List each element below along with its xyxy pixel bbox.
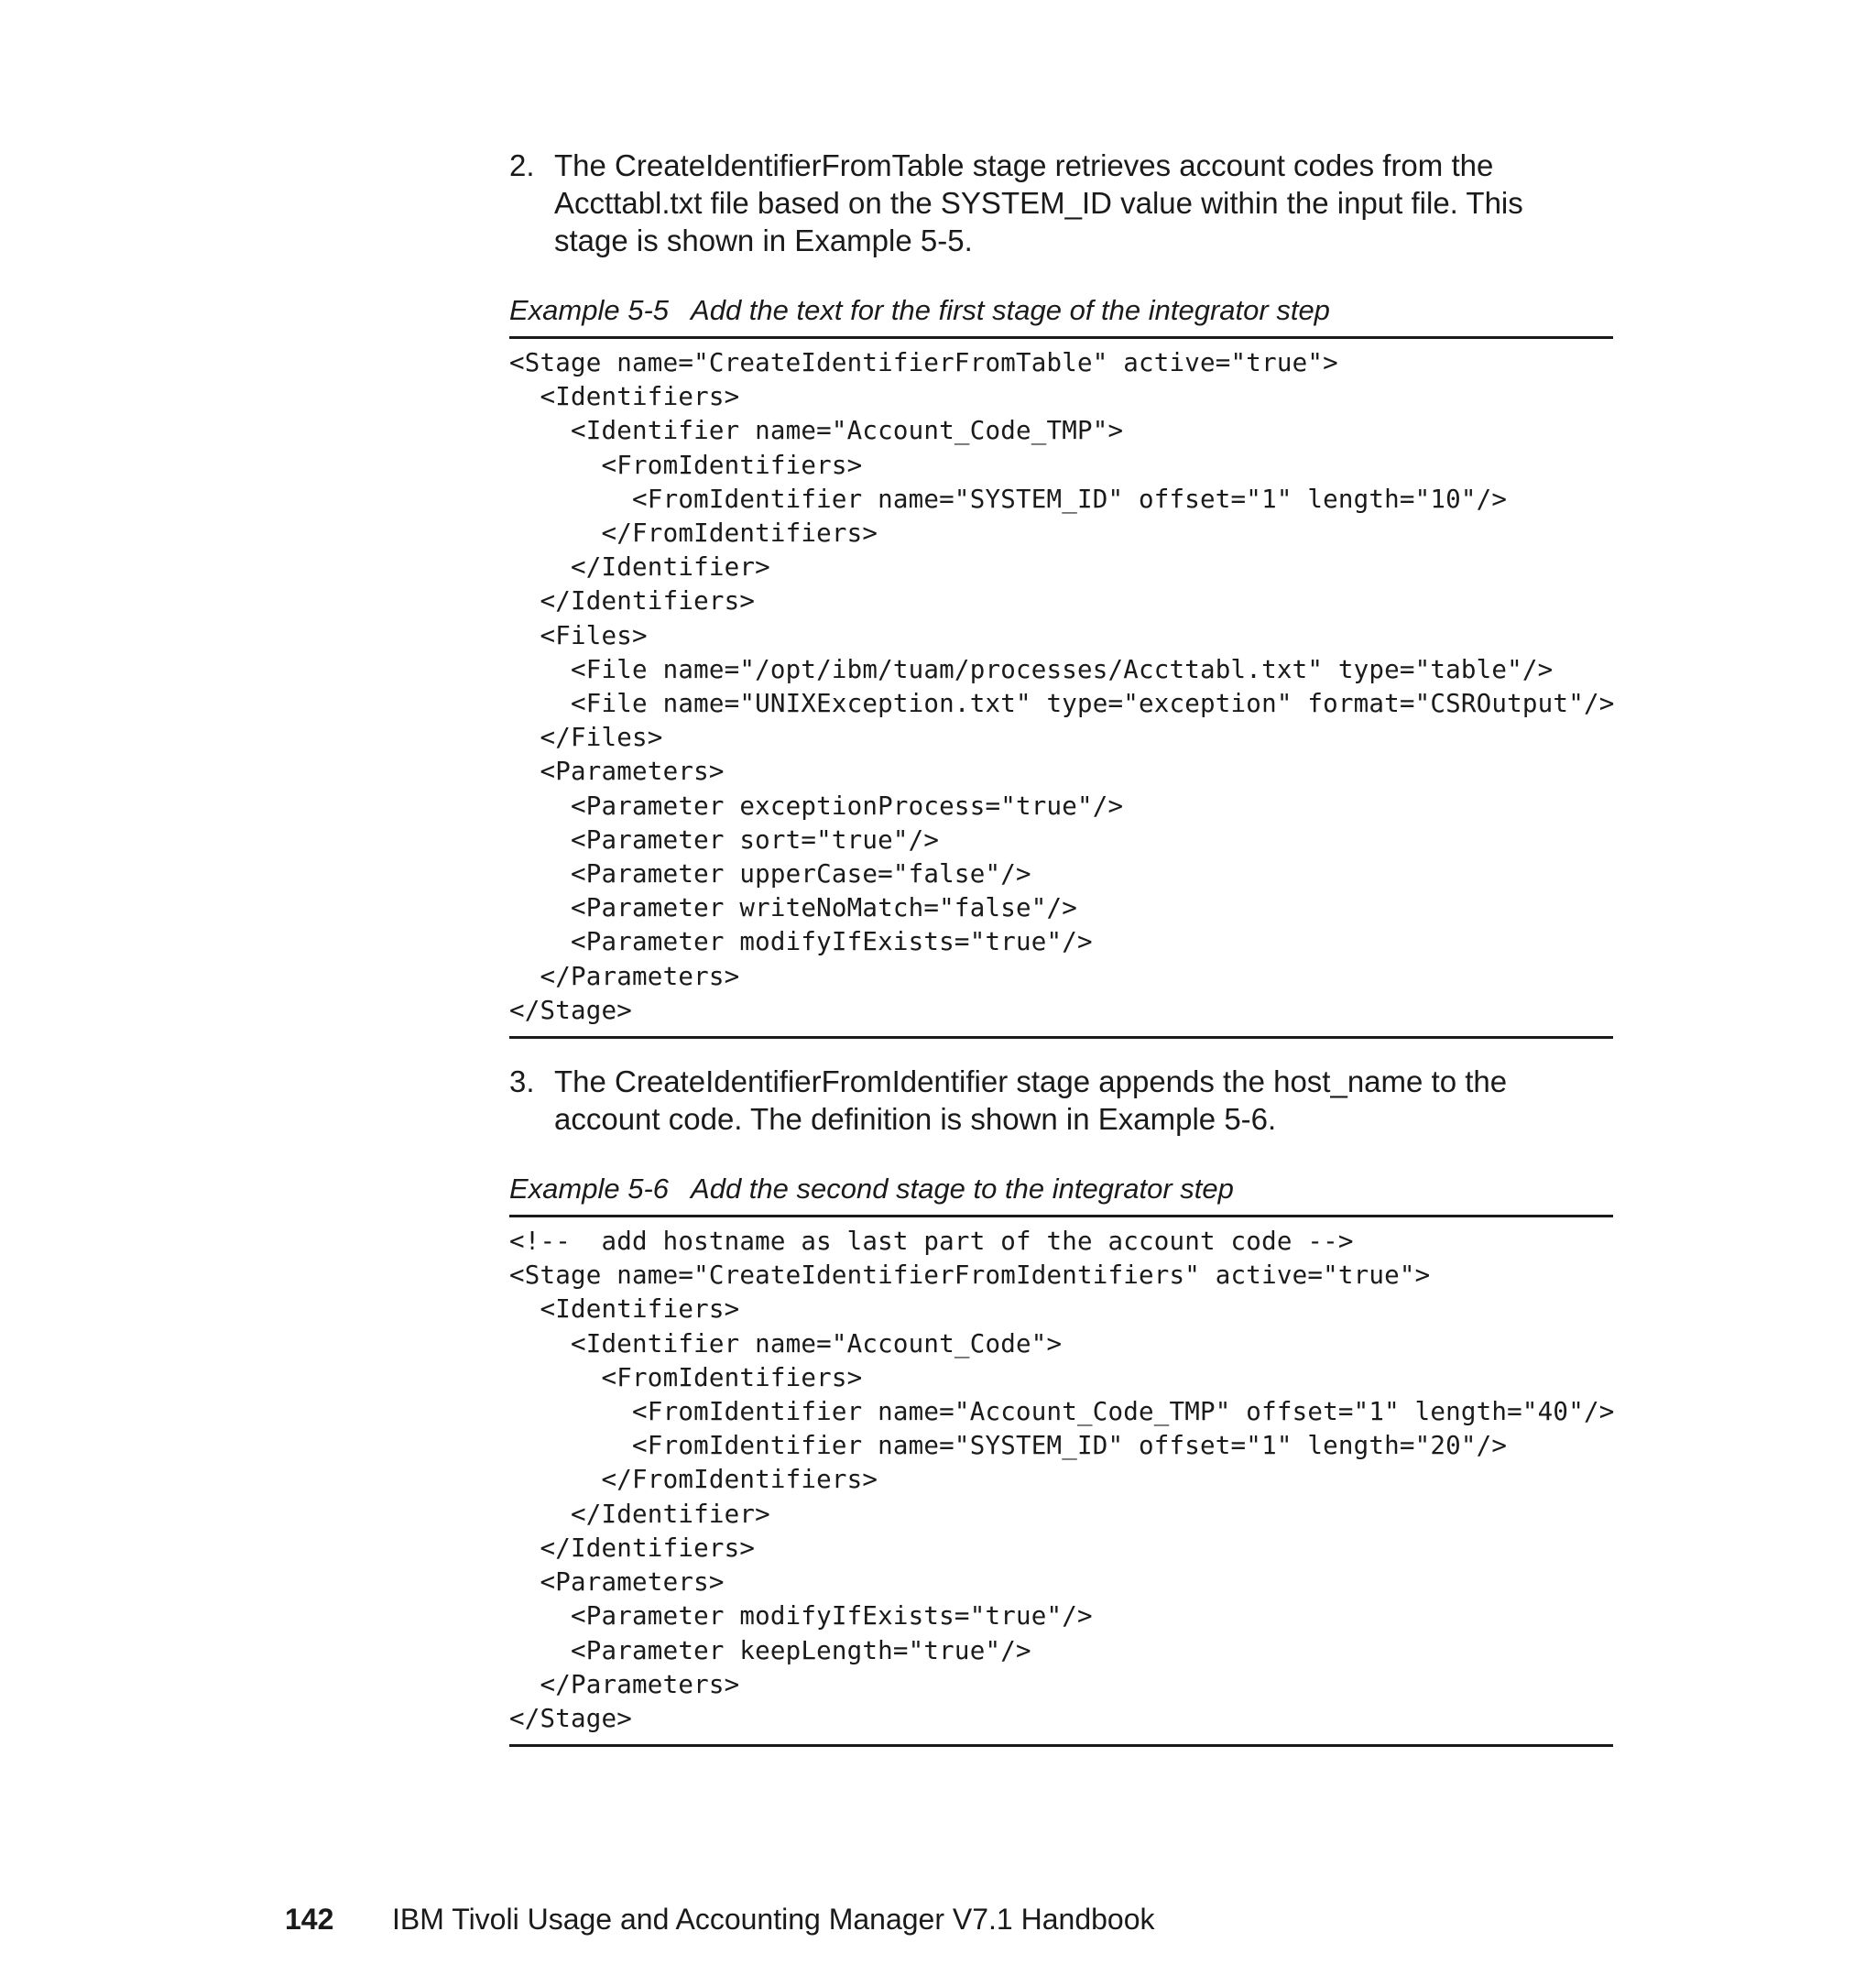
code-line: <Parameter keepLength="true"/> — [509, 1635, 1031, 1665]
code-line: <Identifiers> — [509, 1294, 740, 1325]
code-line: </Identifier> — [509, 552, 770, 583]
step-line: Accttabl.txt file based on the SYSTEM_ID value within the input file. This — [554, 186, 1523, 220]
code-line: <FromIdentifier name="Account_Code_TMP" offset="1" length="40"/> — [509, 1397, 1615, 1427]
step-text — [554, 147, 1613, 259]
example-label: Example 5-5 — [509, 294, 670, 326]
code-block — [509, 1215, 1613, 1747]
example-label: Example 5-6 — [509, 1173, 670, 1206]
step-text — [554, 1063, 1613, 1138]
book-title: IBM Tivoli Usage and Accounting Manager V7.1 Handbook — [392, 1903, 1155, 1936]
step-line: The CreateIdentifierFromIdentifier stage appends the host_name to the — [554, 1064, 1508, 1099]
code-block — [509, 336, 1613, 1039]
code-line: <File name="UNIXException.txt" type="exception" format="CSROutput"/> — [509, 689, 1615, 719]
example-title: Add the second stage to the integrator step — [691, 1173, 1234, 1206]
code-line: </Stage> — [509, 1703, 633, 1733]
code-line: </Parameters> — [509, 961, 740, 991]
code-line: <Identifier name="Account_Code"> — [509, 1328, 1063, 1359]
example-caption — [509, 1171, 1613, 1207]
code-line: </FromIdentifiers> — [509, 1465, 878, 1495]
step-line: stage is shown in Example 5-5. — [554, 224, 973, 257]
code-line: <Parameter modifyIfExists="true"/> — [509, 1601, 1093, 1631]
step-number: 2. — [509, 148, 535, 182]
step-line: The CreateIdentifierFromTable stage retrieves account codes from the — [554, 148, 1494, 182]
code-line: <Parameter writeNoMatch="false"/> — [509, 893, 1077, 923]
page-content — [509, 147, 1613, 1747]
code-line: </Files> — [509, 723, 663, 753]
page-footer — [285, 1901, 1155, 1937]
code-line: </Identifiers> — [509, 586, 756, 617]
code-line: <FromIdentifier name="SYSTEM_ID" offset="1" length="20"/> — [509, 1431, 1508, 1461]
step-line: account code. The definition is shown in Example 5-6. — [554, 1102, 1277, 1137]
code-line: </Parameters> — [509, 1669, 740, 1699]
page-number: 142 — [285, 1903, 334, 1936]
code-line: <Parameters> — [509, 1567, 725, 1598]
code-line: <Parameter modifyIfExists="true"/> — [509, 927, 1093, 957]
code-line: <Parameters> — [509, 757, 725, 787]
code-line: </FromIdentifiers> — [509, 518, 878, 549]
step-2 — [509, 147, 1613, 259]
code-line: <Parameter exceptionProcess="true"/> — [509, 791, 1124, 821]
code-line: <Parameter sort="true"/> — [509, 824, 940, 855]
code-line: <File name="/opt/ibm/tuam/processes/Accttabl.txt" type="table"/> — [509, 654, 1554, 684]
code-line: <FromIdentifiers> — [509, 1362, 863, 1392]
step-3 — [509, 1063, 1613, 1138]
code-line: <FromIdentifier name="SYSTEM_ID" offset="1" length="10"/> — [509, 484, 1508, 514]
code-line: <Stage name="CreateIdentifierFromTable" active="true"> — [509, 348, 1338, 377]
code-line: <Identifiers> — [509, 382, 740, 412]
code-line: <Stage name="CreateIdentifierFromIdentifiers" active="true"> — [509, 1260, 1431, 1291]
code-line: <!-- add hostname as last part of the account code --> — [509, 1227, 1354, 1257]
code-line: <Parameter upperCase="false"/> — [509, 859, 1031, 889]
step-number: 3. — [509, 1064, 535, 1099]
code-line: </Stage> — [509, 995, 633, 1025]
code-line: <Files> — [509, 620, 648, 650]
code-line: <FromIdentifiers> — [509, 450, 863, 480]
code-line: <Identifier name="Account_Code_TMP"> — [509, 416, 1124, 446]
example-title: Add the text for the first stage of the integrator step — [691, 294, 1330, 326]
example-caption — [509, 292, 1613, 329]
code-line: </Identifiers> — [509, 1533, 756, 1563]
code-line: </Identifier> — [509, 1499, 770, 1529]
